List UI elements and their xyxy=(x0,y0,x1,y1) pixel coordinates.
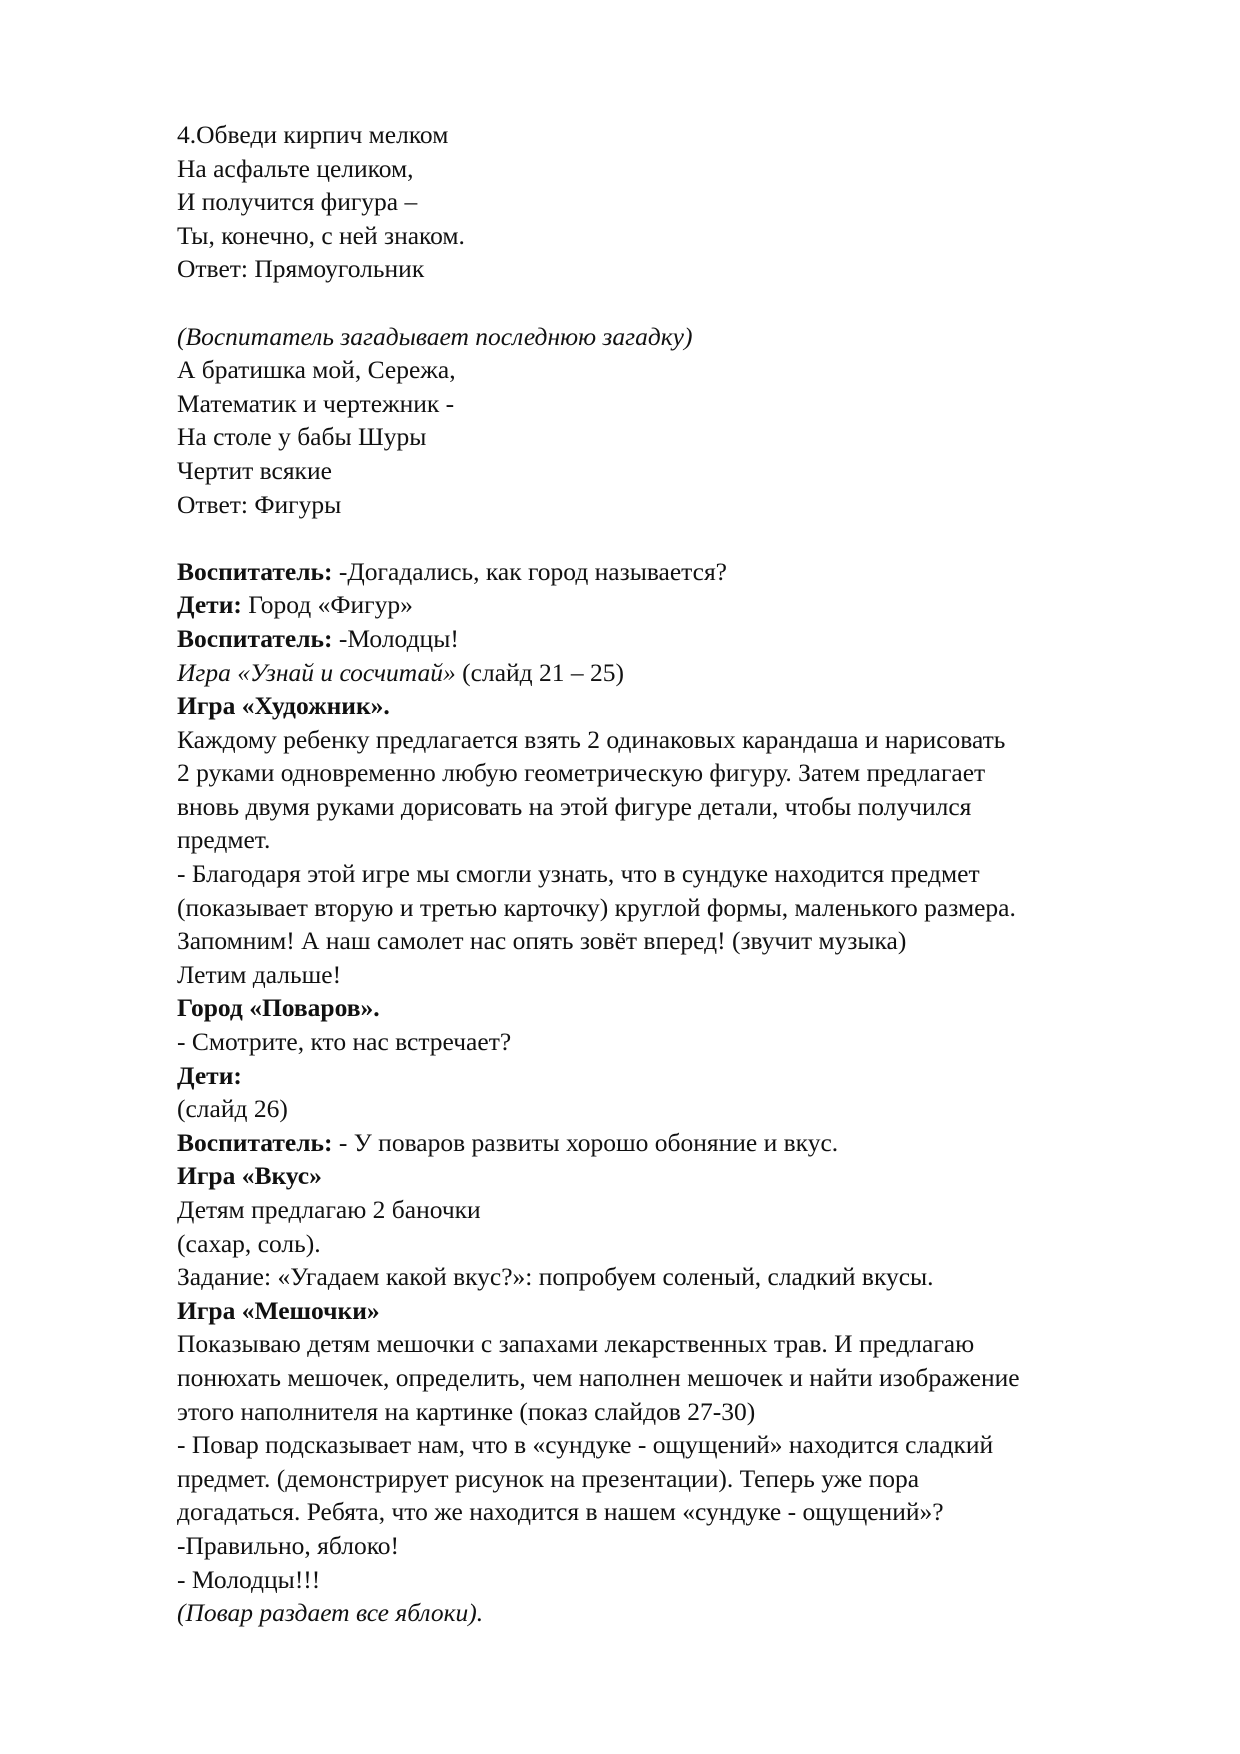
line-text: Ты, конечно, с ней знаком. xyxy=(177,220,465,250)
line-text: - Молодцы!!! xyxy=(177,1564,321,1594)
text-line xyxy=(177,1495,1167,1529)
line-text: предмет. xyxy=(177,825,271,855)
line-text: Задание: «Угадаем какой вкус?»: попробуем соленый, сладкий вкусы. xyxy=(177,1262,934,1292)
line-text: - У поваров развиты хорошо обоняние и вкус. xyxy=(332,1127,839,1157)
text-line xyxy=(177,387,1167,421)
text-line xyxy=(177,353,1167,387)
line-text: Игра «Мешочки» xyxy=(177,1295,380,1325)
line-text: (слайд 26) xyxy=(177,1094,288,1124)
line-text: Математик и чертежник - xyxy=(177,388,455,418)
line-text: 2 руками одновременно любую геометрическую фигуру. Затем предлагает xyxy=(177,758,986,788)
line-text: На столе у бабы Шуры xyxy=(177,422,427,452)
text-line xyxy=(177,991,1167,1025)
text-line xyxy=(177,320,1167,354)
text-line xyxy=(177,1462,1167,1496)
text-line xyxy=(177,924,1167,958)
line-text: понюхать мешочек, определить, чем наполнен мешочек и найти изображение xyxy=(177,1362,1020,1392)
text-line xyxy=(177,891,1167,925)
line-text: этого наполнителя на картинке (показ слайдов 27-30) xyxy=(177,1396,756,1426)
line-text: Ответ: Фигуры xyxy=(177,489,342,519)
line-text: (сахар, соль). xyxy=(177,1228,321,1258)
text-line xyxy=(177,488,1167,522)
text-line xyxy=(177,823,1167,857)
line-text: (показывает вторую и третью карточку) круглой формы, маленького размера. xyxy=(177,892,1016,922)
text-line xyxy=(177,1596,1167,1630)
line-text: догадаться. Ребята, что же находится в нашем «сундуке - ощущений»? xyxy=(177,1497,944,1527)
speaker-label: Воспитатель: xyxy=(177,556,333,586)
line-text: - Смотрите, кто нас встречает? xyxy=(177,1027,512,1057)
line-text: А братишка мой, Сережа, xyxy=(177,355,456,385)
text-line xyxy=(177,958,1167,992)
text-line xyxy=(177,756,1167,790)
text-line xyxy=(177,1092,1167,1126)
line-text: -Правильно, яблоко! xyxy=(177,1530,400,1560)
speaker-label: Воспитатель: xyxy=(177,1127,333,1157)
text-line xyxy=(177,152,1167,186)
line-text: Чертит всякие xyxy=(177,455,332,485)
text-line xyxy=(177,790,1167,824)
line-text: Детям предлагаю 2 баночки xyxy=(177,1195,481,1224)
text-line xyxy=(177,1529,1167,1563)
text-line xyxy=(177,1361,1167,1395)
blank-line xyxy=(177,286,1167,320)
text-line xyxy=(177,656,1167,690)
line-text: -Догадались, как город называется? xyxy=(332,556,727,586)
text-line xyxy=(177,420,1167,454)
text-line xyxy=(177,219,1167,253)
text-line xyxy=(177,1227,1167,1261)
text-line xyxy=(177,118,1167,152)
text-line xyxy=(177,454,1167,488)
text-line xyxy=(177,1327,1167,1361)
text-line xyxy=(177,1193,1167,1227)
line-text: Город «Поваров». xyxy=(177,993,380,1023)
line-text: 4.Обведи кирпич мелком xyxy=(177,120,449,149)
line-text: -Молодцы! xyxy=(332,623,459,653)
line-text: - Повар подсказывает нам, что в «сундуке - ощущений» находится сладкий xyxy=(177,1430,994,1460)
line-text: (Повар раздает все яблоки). xyxy=(177,1598,484,1628)
line-text: Показываю детям мешочки с запахами лекарственных трав. И предлагаю xyxy=(177,1329,975,1359)
line-text: И получится фигура – xyxy=(177,187,418,217)
line-text: Каждому ребенку предлагается взять 2 одинаковых карандаша и нарисовать xyxy=(177,724,1006,754)
text-line xyxy=(177,252,1167,286)
text-line xyxy=(177,1395,1167,1429)
text-line xyxy=(177,1025,1167,1059)
line-text: Дети: xyxy=(177,1060,242,1090)
text-line xyxy=(177,588,1167,622)
text-line xyxy=(177,185,1167,219)
line-text: Ответ: Прямоугольник xyxy=(177,254,425,284)
text-line xyxy=(177,1294,1167,1328)
text-line xyxy=(177,1428,1167,1462)
line-text: предмет. (демонстрирует рисунок на презентации). Теперь уже пора xyxy=(177,1463,920,1493)
line-text: Игра «Художник». xyxy=(177,691,390,721)
game-title-italic: Игра «Узнай и сосчитай» xyxy=(177,657,456,687)
text-line xyxy=(177,622,1167,656)
line-text: Запомним! А наш самолет нас опять зовёт вперед! (звучит музыка) xyxy=(177,926,907,956)
speaker-label: Дети: xyxy=(177,590,242,620)
text-line xyxy=(177,555,1167,589)
text-line xyxy=(177,1159,1167,1193)
blank-line xyxy=(177,521,1167,555)
line-text: Город «Фигур» xyxy=(241,590,413,620)
line-text: Игра «Вкус» xyxy=(177,1161,322,1191)
speaker-label: Воспитатель: xyxy=(177,623,333,653)
text-line xyxy=(177,723,1167,757)
text-line xyxy=(177,1563,1167,1597)
line-text: Летим дальше! xyxy=(177,959,342,989)
text-line xyxy=(177,1126,1167,1160)
text-line xyxy=(177,857,1167,891)
document-page xyxy=(177,118,1167,1630)
text-line xyxy=(177,689,1167,723)
line-text: (слайд 21 – 25) xyxy=(455,657,625,687)
line-text: - Благодаря этой игре мы смогли узнать, что в сундуке находится предмет xyxy=(177,859,980,889)
text-line xyxy=(177,1059,1167,1093)
text-line xyxy=(177,1260,1167,1294)
line-text: (Воспитатель загадывает последнюю загадку) xyxy=(177,321,693,351)
line-text: вновь двумя руками дорисовать на этой фигуре детали, чтобы получился xyxy=(177,791,972,821)
line-text: На асфальте целиком, xyxy=(177,153,414,183)
